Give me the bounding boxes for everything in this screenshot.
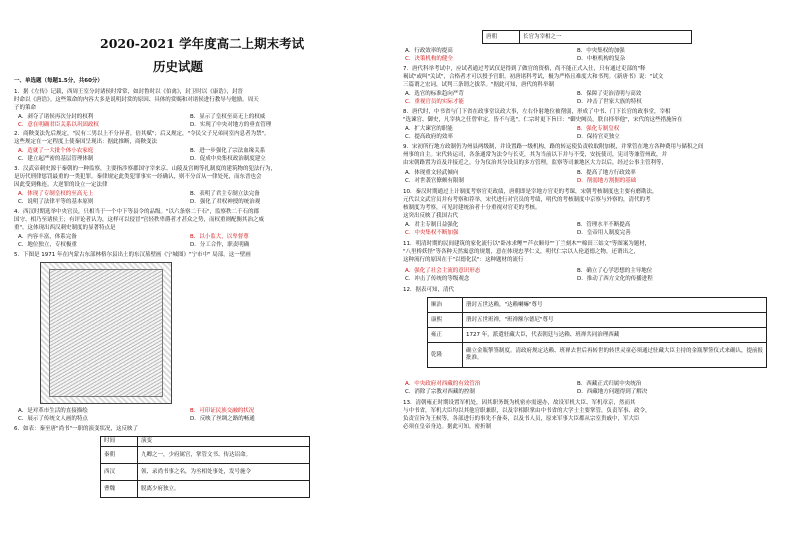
q5-option-a: A．是对革市生活的直接描绘	[18, 408, 88, 414]
q11-option-a: A．强化了社会主流的意识形态	[405, 268, 481, 274]
q4-option-c: C．地位独立，专权极重	[18, 242, 77, 248]
q7-line: 三篇谓之宏词，试判三条谓之拔萃。"据此可知，唐代的科举制	[403, 82, 555, 88]
q3-option-d: D．强化了君权神授的统治观	[190, 199, 261, 205]
table-cell: 乾隆	[428, 343, 463, 368]
q2-line: 2．商鞅变法先后规定，"民有二男以上不分异者，倍其赋"；后又规定，"令民父子兄弟同室内息者为禁"。	[14, 131, 270, 137]
table-cell: 雍正	[428, 328, 463, 343]
q1-line: 1．据《左传》记载，西周王室分封诸侯时常常，如封鲁时以《伯禽》，封卫时以《康诰》，封晋	[14, 89, 244, 95]
q11-option-d: D．推动了西方文化的传播进程	[577, 276, 653, 282]
q1-line: 子的策命	[14, 105, 37, 111]
q3-line: 因此受到株连。大逆罪的设立一定法律	[14, 182, 108, 188]
q9-option-c: C．对世袭官僚颇有限制	[405, 178, 464, 184]
table-cell: 确立金瓶掣签制度。清政府规定达赖、班禅去世后再转世的转世灵童必须通过驻藏大臣主持的金瓶掣签仪式来确认，提前报批准。	[463, 343, 767, 368]
q5-option-d: D．反映了丝绸之路的畅通	[190, 416, 255, 422]
q8-option-c: C．提高政府的效率	[405, 134, 453, 140]
q11-option-c: C．冲击了传统的等级观念	[405, 276, 470, 282]
q11-line: "八里桥妖怪"等各种天然寓意的规划，意在体现忠孝仁义，明代仁宗以人伦道德之物，还谓出之，	[403, 249, 640, 255]
q2-option-c: C．建立起严密的基层管理体制	[18, 156, 94, 162]
q9-line: 由宋朝路置为首及并接近之，分为仪治其分设员的多方管理，监察等司兼地区大力以后，经过公事主管利等，	[403, 160, 668, 166]
q5-option-c: C．展示了传统文人画的特点	[18, 416, 88, 422]
table-header-cell: 时间	[101, 437, 138, 447]
q12-option-c: C．消除了宗教对西藏的控制	[405, 389, 475, 395]
q2-option-b: B．进一步强化了宗法血缘关系	[190, 148, 266, 154]
q2-line: 这些规定在一定程度上使秦国呈现出：据此推断，商鞅变法	[14, 139, 158, 145]
q8-line: 8．唐代时，中书省与门下省在政事堂议政大事，左右仆射地位被削弱，形成了中书、门下长官的政事堂，宰相	[403, 109, 671, 115]
q7-line: 褐试"或叫"关试"，合格者才可以授予官职。初唐诸科考试，极为严格且难度大和书判。《新唐书》说："试文	[403, 74, 664, 80]
q4-line: 重"。这体现出西汉刺史制度的显著特点是	[14, 225, 116, 231]
q6-option-b: B．中央集权的加强	[577, 48, 625, 54]
q6-option-c: C．决策机构的健全	[405, 56, 453, 62]
table-cell: 1727 年，派遣驻藏大臣，代表朝廷与达赖、班禅共同治理西藏	[463, 328, 767, 343]
table-row	[428, 328, 767, 343]
table-cell: 脱离少府独立。	[138, 481, 310, 498]
q9-line: 州事的自主。宋代转运司，各条通常为法令与长吏，其为当前以下并与不受，安抚使司，宪司等兼管州政，并	[403, 152, 668, 158]
q2-option-d: D．促成中央集权政治制度建立	[190, 156, 266, 162]
q1-option-d: D．实现了中央对地方的垂直管理	[190, 122, 272, 128]
q8-line: "选谏官、御史，凡宰执之任曾审定，皆不与选"。仁宗时更下旨曰："御史阙员，朕自择举他"，宋代的这些措施旨在	[403, 117, 683, 123]
page-title: 2020-2021 学年度高二上期末考试	[100, 36, 305, 51]
table-row	[428, 313, 767, 328]
q2-option-a: A．造就了一大批个体小农家庭	[18, 148, 94, 154]
table-row	[101, 481, 310, 498]
table-row	[428, 343, 767, 368]
q6-line: 6．如表：秦至唐"尚书"一职的演变状况，这反映了	[14, 426, 139, 432]
table-header-cell: 演变	[138, 437, 310, 447]
q4-line: 4．西汉时期选举中央官员，只相当于一个中下等县令的品级。"以六条察二千石"，监察秩二千石的郡	[14, 209, 260, 215]
table-cell: 册封五世班禅，"班禅额尔德尼"尊号	[463, 313, 767, 328]
q7-option-c: C．重视官员的实际才能	[405, 99, 464, 105]
q13-line: 与中书省，军机大臣均以其他官职兼职，以及宰相职掌由中书省的大学士主要掌管，负责军事、政令，	[403, 408, 651, 414]
table-cell: 唐朝	[483, 31, 520, 44]
q9-line: 9．宋初所行地方政制仍为州县两级制，并设置路一级机构，路的转运使负责收取附加税，并掌管在地方各种费用与储积之间	[403, 144, 704, 150]
q12-line: 12．据表可知，清代	[403, 287, 454, 293]
q10-option-a: A．君主专制日益强化	[405, 222, 459, 228]
q4-option-b: B．以小监大，以卑督尊	[190, 234, 249, 240]
q10-line: 元代以文武官员并有考察和荐举，宋代进行对官员的考绩，明代的考核制度中京察与外察的，清代的考	[403, 197, 651, 203]
q3-option-b: B．表明了君主专制立法完备	[190, 191, 260, 197]
q12-option-d: D．西藏地方问题得到了解决	[577, 389, 648, 395]
q7-line: 7．唐代科举考试中，应试者通过考试仅是得到了做官的资格，尚不能正式入仕，只有通过吏部的"释	[403, 66, 646, 72]
q3-option-c: C．说明了法律平等的基本原则	[18, 199, 94, 205]
q13-line: 必须在皇帝身边。据此可知，密折制	[403, 424, 492, 430]
table-header-row	[101, 437, 310, 447]
table-row	[101, 464, 310, 481]
q9-option-d: D．削弱地方割据的基础	[577, 178, 637, 184]
section-heading: 一、单选题（每题1.5分，共60分）	[14, 78, 103, 84]
q11-option-b: B．确立了心学思想的主导地位	[577, 268, 653, 274]
q6-option-d: D．中枢机构的复杂	[577, 56, 626, 62]
table-cell: 九卿之一，少府属官，掌管文书、传达诏命。	[138, 447, 310, 464]
q10-line: 这突出反映了我国古代	[403, 213, 459, 219]
q10-option-c: C．中央集权不断加强	[405, 230, 459, 236]
table-row	[101, 447, 310, 464]
q1-option-b: B．显示了皇权至高无上的权威	[190, 114, 266, 120]
q11-line: 这种流行的原因在于"以德化民"：这种题材的流行	[403, 257, 524, 263]
mural-image	[40, 262, 172, 404]
table-cell: 西汉	[101, 464, 138, 481]
q6-table	[100, 436, 310, 498]
q13-line: 13．清朝雍正时期设置军机处，因其职务既为机密亦需速办，故设军机大臣、军机章京，然而其	[403, 400, 636, 406]
q9-option-a: A．体现重文轻武倾向	[405, 170, 459, 176]
q4-line: 国守、相乃至诸侯王；有评论者认为，这样可以侵冒"官轻秩卑爵者才甚众之势，而权重则配衡其治之威	[14, 217, 265, 223]
q5-line: 5．下图是 1971 年在内蒙古东部林格尔县出土的东汉墓壁画《宁城图》"宁市中" 局部。这一壁画	[14, 252, 251, 258]
q9-option-b: B．提高了地方行政效率	[577, 170, 636, 176]
q8-option-a: A．扩大谏官的职能	[405, 126, 453, 132]
q13-line: 负责宣旨为王候等，各部进行的事先不备奏，以及书人员，原来军事大臣都从宗室贵戚中，军大臣	[403, 416, 640, 422]
q3-line: 是历代刑律惩罚最重的一类犯罪。秦律规定此类犯罪事实一经确认，则不分首从一律处死，而东晋也会	[14, 174, 262, 180]
q10-option-b: B．管理水平不断提高	[577, 222, 631, 228]
q10-line: 核制度为考察，可见封建统治者十分重视对官吏的考核。	[403, 205, 541, 211]
q10-line: 10．秦汉时期通过上计制度考察官吏政绩，唐朝即是宰地方官吏的考课，宋朝考核制度也主要有磨勘法，	[403, 189, 658, 195]
q7-option-b: B．保障了吏治清明与高效	[577, 91, 642, 97]
q10-option-d: D．皇帝用人制度完善	[577, 230, 631, 236]
table-cell: 长官为宰相之一	[520, 31, 692, 44]
table-row	[428, 298, 767, 313]
q12-table	[427, 297, 767, 368]
q1-line: 时命以《唐诰》。这些策命的内容大多是说明封赏的原因、具体的赏赐和对诸侯进行教导与勉励。周天	[14, 97, 259, 103]
page-subtitle: 历史试题	[153, 59, 204, 74]
q12-option-b: B．西藏正式归属中央统治	[577, 381, 642, 387]
q3-option-a: A．体现了专制皇权的至高无上	[18, 191, 94, 197]
q11-line: 11．明清时期的民间建筑的家化流行以"卧冰求鲤""芦衣顺母""丁兰刻木""棉田三姑文"等图案为题材，	[403, 241, 651, 247]
q4-option-a: A．内容丰富，体系完备	[18, 234, 77, 240]
q4-option-d: D．分工合作，职责明确	[190, 242, 250, 248]
q1-option-a: A．剥夺了诸侯再次分封的权利	[18, 114, 94, 120]
q3-line: 3．汉武帝刺史源于秦朝的一种监察，主要指涉察郡国守宰来京、山陵及宫阙等扎制度的建筑物的犯法行为，	[14, 166, 277, 172]
q7-option-d: D．冲击了世家大族的特权	[577, 99, 642, 105]
table-cell: 领、录尚书事之名，为丞相处事处，发号施令	[138, 464, 310, 481]
q6-table-continued	[482, 30, 692, 44]
table-cell: 康熙	[428, 313, 463, 328]
table-cell: 顺治	[428, 298, 463, 313]
table-cell: 曹魏	[101, 481, 138, 498]
q12-option-a: A．中央政府对西藏的有效管治	[405, 381, 481, 387]
table-cell: 秦朝	[101, 447, 138, 464]
table-cell: 册封五世达赖，"达赖喇嘛"尊号	[463, 298, 767, 313]
q5-option-b: B．可印证民族交融的状况	[190, 408, 255, 414]
q7-option-a: A．选官的标准趋向严苛	[405, 91, 464, 97]
q8-option-d: D．保持官吏独立	[577, 134, 620, 140]
q8-option-b: B．强化专制皇权	[577, 126, 620, 132]
q6-option-a: A．行政效率的提高	[405, 48, 453, 54]
table-row	[483, 31, 692, 44]
q1-option-c: C．意在明确君臣关系以巩固政权	[18, 122, 99, 128]
